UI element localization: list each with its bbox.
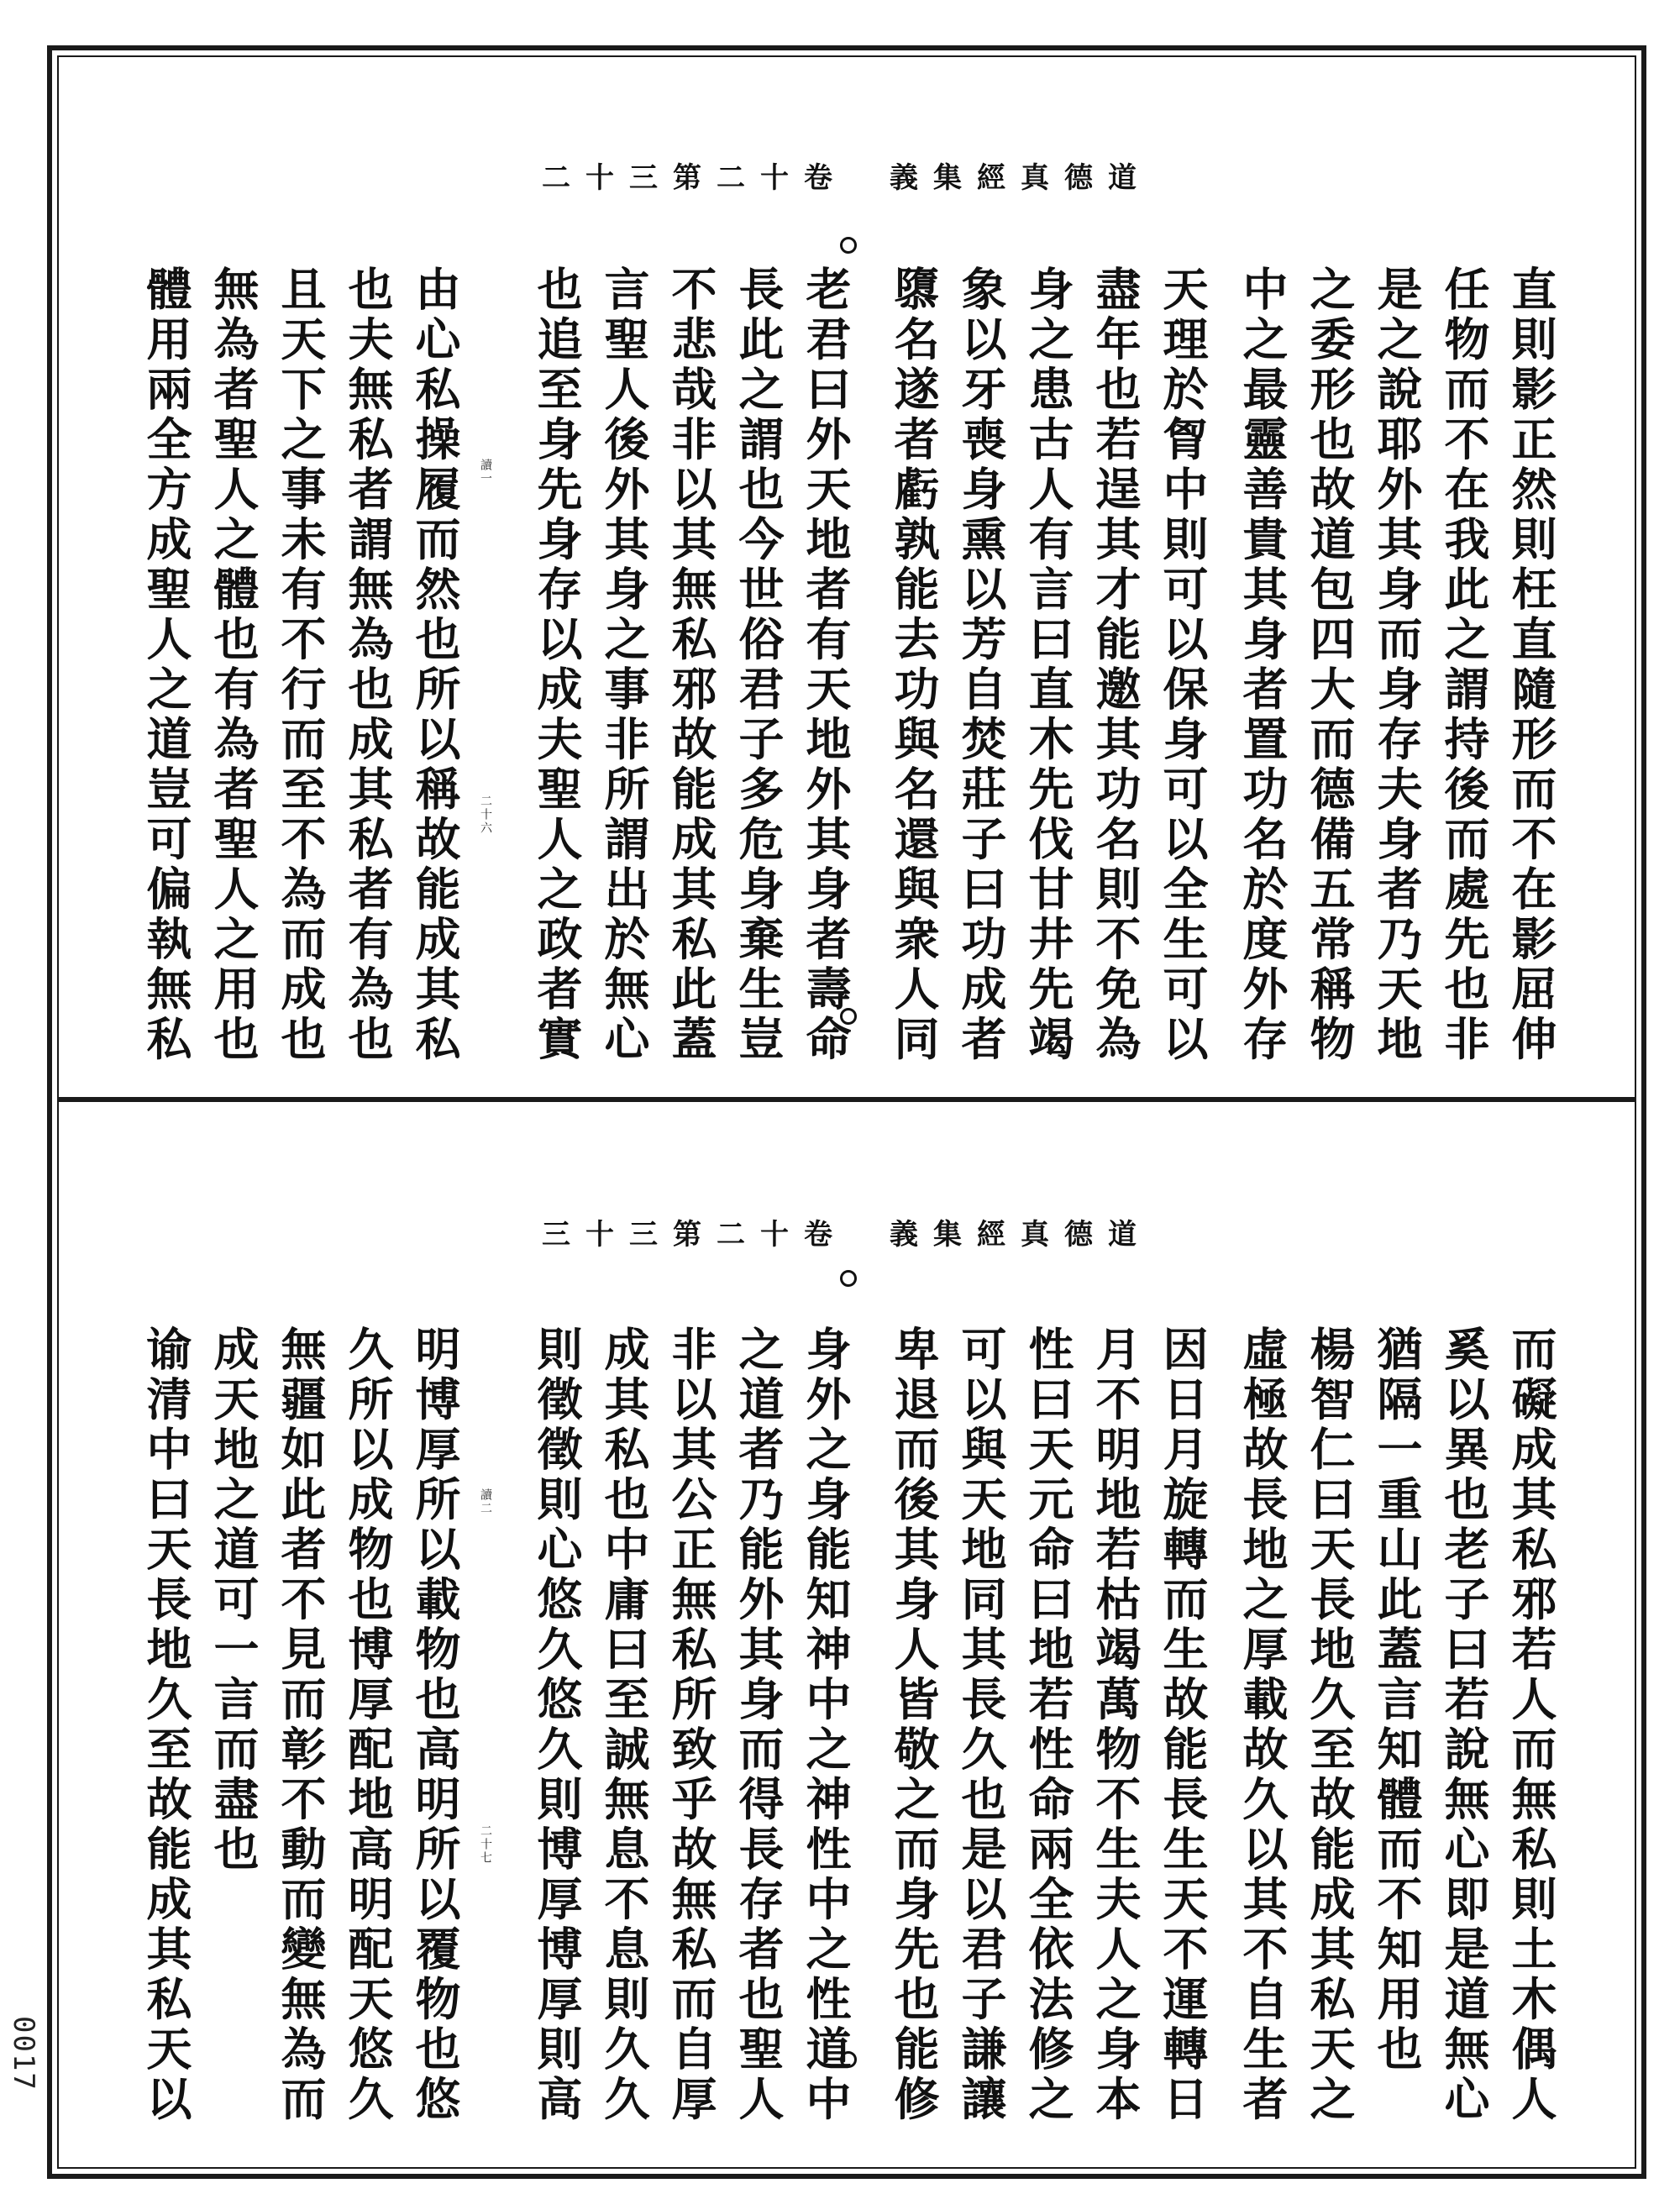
running-header (57, 155, 1636, 196)
circle-mark-icon (840, 237, 857, 254)
text-column: 卑退而後其身人皆敬之而身先也能修 (887, 1325, 941, 2125)
text-column: 隳名遂者虧孰能去功與名還與衆人同 (887, 265, 941, 1065)
text-column: 盡年也若逞其才能邀其功名則不免為 (1089, 265, 1142, 1065)
text-column: 明博厚所以載物也高明所以覆物也悠 (408, 1325, 462, 2125)
page-number: 0017 (7, 2016, 40, 2091)
text-column: 也夫無私者謂無為也成其私者有為也 (341, 265, 395, 1065)
text-column: 任物而不在我此之謂持後而處先也非 (1437, 265, 1491, 1065)
text-column: 谕清中曰天長地久至故能成其私天以 (139, 1325, 193, 2125)
text-column: 可以與天地同其長久也是以君子謙讓 (954, 1325, 1008, 2125)
top-page-panel (57, 55, 1636, 1097)
text-column: 月不明地若枯竭萬物不生夫人之身本 (1089, 1325, 1142, 2125)
circle-mark-icon (840, 1270, 857, 1287)
marginal-note: 讀一 (479, 459, 492, 485)
text-column: 之委形也故道包四大而德備五常稱物 (1303, 265, 1357, 1065)
text-column: 體用兩全方成聖人之道豈可偏執無私 (139, 265, 193, 1065)
text-column: 而礙成其私邪若人而無私則土木偶人 (1504, 1325, 1558, 2125)
text-column: 身外之身能知神中之神性中之性道中 (799, 1325, 853, 2125)
bottom-page-panel (57, 1102, 1636, 2169)
text-column: 則徵徵則心悠久悠久則博厚博厚則高 (530, 1325, 584, 2125)
text-column: 無為者聖人之體也有為者聖人之用也 (207, 265, 260, 1065)
text-column: 是之說耶外其身而身存夫身者乃天地 (1370, 265, 1424, 1065)
text-column: 直則影正然則枉直隨形而不在影屈伸 (1504, 265, 1558, 1065)
running-header (57, 1211, 1636, 1252)
text-column: 且天下之事未有不行而至不為而成也 (274, 265, 328, 1065)
header-chapter: 二十三第二十卷 (542, 161, 848, 195)
text-column: 身之患古人有言曰直木先伐甘井先竭 (1021, 265, 1075, 1065)
text-column: 天理於胷中則可以保身可以全生可以 (1156, 265, 1210, 1065)
header-book-title: 義集經真德道 (890, 161, 1152, 195)
header-chapter: 三十三第二十卷 (542, 1218, 848, 1252)
text-column: 性曰天元命曰地若性命兩全依法修之 (1021, 1325, 1075, 2125)
text-column: 中之最靈善貴其身者置功名於度外存 (1236, 265, 1289, 1065)
text-column: 也追至身先身存以成夫聖人之政者實 (530, 265, 584, 1065)
text-column: 非以其公正無私所致乎故無私而自厚 (664, 1325, 718, 2125)
text-column: 成天地之道可一言而盡也 (207, 1325, 260, 1876)
text-column: 成其私也中庸曰至誠無息不息則久久 (597, 1325, 651, 2125)
text-column: 之道者乃能外其身而得長存者也聖人 (732, 1325, 785, 2125)
text-column: 言聖人後外其身之事非所謂出於無心 (597, 265, 651, 1065)
text-column: 猶隔一重山此蓋言知體而不知用也 (1370, 1325, 1424, 2076)
text-column: 長此之謂也今世俗君子多危身棄生豈 (732, 265, 785, 1065)
leaf-number: 二十七 (479, 1824, 492, 1865)
header-book-title: 義集經真德道 (890, 1218, 1152, 1252)
text-column: 象以牙喪身熏以芳自焚莊子曰功成者 (954, 265, 1008, 1065)
text-column: 由心私操履而然也所以稱故能成其私 (408, 265, 462, 1065)
leaf-number: 二十六 (479, 795, 492, 835)
text-column: 不悲哉非以其無私邪故能成其私此蓋 (664, 265, 718, 1065)
text-column: 老君曰外天地者有天地外其身者壽命 (799, 265, 853, 1065)
text-column: 因日月旋轉而生故能長生天不運轉日 (1156, 1325, 1210, 2125)
text-column: 久所以成物也博厚配地高明配天悠久 (341, 1325, 395, 2125)
text-column: 楊智仁曰天長地久至故能成其私天之 (1303, 1325, 1357, 2125)
marginal-note: 讀二 (479, 1488, 492, 1515)
text-column: 虛極故長地之厚載故久以其不自生者 (1236, 1325, 1289, 2125)
text-column: 奚以異也老子曰若說無心即是道無心 (1437, 1325, 1491, 2125)
text-column: 無疆如此者不見而彰不動而變無為而 (274, 1325, 328, 2125)
